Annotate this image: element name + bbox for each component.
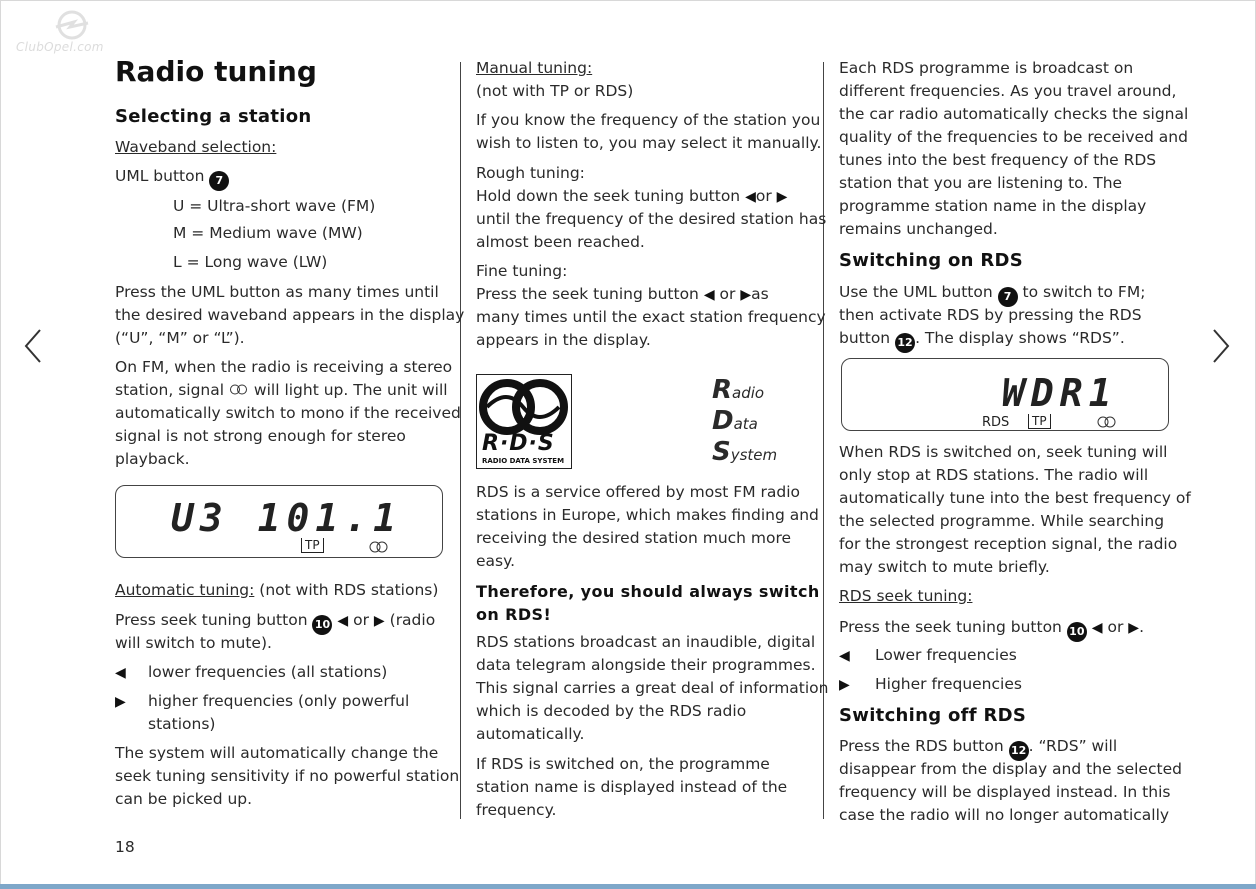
text-line: case the radio will no longer automatically [839,806,1170,824]
text-line: station that you are listening to. The [839,174,1123,192]
text-line: If RDS is switched on, the programme [476,755,770,773]
page-title: Radio tuning [115,55,317,88]
text-line: quality of the frequencies to be received and [839,128,1188,146]
previous-page-button[interactable] [18,326,48,366]
text-line: RDS stations broadcast an inaudible, digital [476,633,816,651]
display-station-name: WDR1 [1002,371,1118,415]
text-fragment: or [1107,618,1124,636]
text-fragment: or [353,611,369,629]
text-line: The system will automatically change the [115,744,439,762]
list-item-text: Lower frequencies [875,646,1017,664]
stereo-icon [229,384,249,395]
rds-logo-graphic-icon [477,377,570,437]
word-rest: adio [732,384,765,402]
text-line: then activate RDS by pressing the RDS [839,306,1142,324]
text-fragment: or [755,187,772,205]
rds-word-system [712,438,777,469]
text-line: automatically. [476,725,585,743]
rough-tuning-heading: Rough tuning: [476,164,585,182]
bottom-accent-bar [0,884,1256,889]
list-item-text: higher frequencies (only powerful [148,692,410,710]
rds-word-radio [712,376,777,407]
text-line: remains unchanged. [839,220,998,238]
text-fragment: Hold down the seek tuning button [476,187,741,205]
wave-l: L = Long wave (LW) [173,253,328,271]
text-line: can be picked up. [115,790,253,808]
display-tp-indicator: TP [301,538,324,553]
list-item-text: Higher frequencies [875,675,1022,693]
emphasis-line: Therefore, you should always switch [476,582,820,601]
text-line: almost been reached. [476,233,645,251]
text-line: appears in the display. [476,331,651,349]
wave-m: M = Medium wave (MW) [173,224,363,242]
list-item-text: lower frequencies (all stations) [148,663,388,681]
text-fragment: Use the UML button [839,283,993,301]
list-item [115,690,126,714]
emphasis-line: on RDS! [476,605,552,624]
right-arrow-icon: ▶ [1128,620,1140,636]
text-line: may switch to mute briefly. [839,558,1050,576]
text-line: the desired waveband appears in the display [115,306,465,324]
text-fragment: as [751,285,769,303]
text-line [115,379,448,402]
left-arrow-icon: ◀ [745,189,756,205]
text-line: the car radio automatically checks the signal [839,105,1189,123]
rds-seek-heading: RDS seek tuning: [839,587,973,605]
page-number: 18 [115,838,135,856]
button-number-badge: 7 [998,287,1018,307]
text-fragment: Press the seek tuning button [476,285,699,303]
right-arrow-icon: ▶ [839,677,850,693]
text-fragment: station, signal [115,381,225,399]
uml-label: UML button [115,167,205,185]
text-line: different frequencies. As you travel around, [839,82,1177,100]
section-heading-switching-on: Switching on RDS [839,250,1023,271]
radio-display-fm [115,485,443,558]
text-line: only stop at RDS stations. The radio will [839,466,1149,484]
list-item [839,673,850,697]
text-line: (“U”, “M” or “L”). [115,329,245,347]
right-arrow-icon: ▶ [740,287,752,303]
text-line [476,185,787,209]
opel-logo-icon [52,10,92,40]
section-heading-selecting: Selecting a station [115,106,312,127]
chevron-right-icon [1206,326,1236,366]
word-rest: ata [733,415,758,433]
left-arrow-icon: ◀ [1091,620,1103,636]
list-item [115,661,126,685]
left-arrow-icon: ◀ [115,665,126,681]
text-line: wish to listen to, you may select it manually. [476,134,822,152]
text-line: the selected programme. While searching [839,512,1165,530]
initial-letter: R [712,375,733,405]
text-line: frequency will be displayed instead. In this [839,783,1171,801]
stereo-indicator-icon [368,541,390,553]
uml-button-line [115,165,229,191]
text-line: seek tuning sensitivity if no powerful station [115,767,460,785]
watermark-logo [14,10,119,54]
text-fragment: Press the RDS button [839,737,1004,755]
text-fragment: Press seek tuning button [115,611,308,629]
text-line: will switch to mute). [115,634,272,652]
rds-logo-text: R·D·S [482,431,555,456]
auto-tuning-line [115,579,438,602]
text-line: Press the seek tuning button 10 ◀ or ▶. [839,616,1144,642]
wave-u: U = Ultra-short wave (FM) [173,197,376,215]
text-fragment: or [719,285,736,303]
text-line: automatically switch to mono if the received [115,404,461,422]
auto-tuning-heading: Automatic tuning: [115,581,255,599]
text-line: data telegram alongside their programmes. [476,656,816,674]
text-line: This signal carries a great deal of information [476,679,829,697]
text-line: many times until the exact station frequency [476,308,826,326]
text-fragment: Press the seek tuning button [839,618,1062,636]
word-rest: ystem [730,446,778,464]
right-arrow-icon: ▶ [373,613,385,629]
text-fragment: . The display shows “RDS”. [915,329,1125,347]
text-line: disappear from the display and the selected [839,760,1182,778]
initial-letter: D [712,406,734,436]
text-line: station name is displayed instead of the [476,778,788,796]
text-line: playback. [115,450,190,468]
text-line: stations in Europe, which makes finding and [476,506,819,524]
text-line: for the strongest reception signal, the radio [839,535,1178,553]
section-heading-switching-off: Switching off RDS [839,705,1027,726]
fine-tuning-heading: Fine tuning: [476,262,568,280]
next-page-button[interactable] [1206,326,1236,366]
rds-word-data [712,407,777,438]
right-arrow-icon: ▶ [776,189,788,205]
button-number-badge: 10 [312,615,332,635]
text-line: which is decoded by the RDS radio [476,702,747,720]
display-rds-indicator: RDS [982,415,1010,430]
text-fragment: . “RDS” will [1028,737,1118,755]
stereo-indicator-icon [1096,416,1118,428]
text-line: until the frequency of the desired station has [476,210,827,228]
manual-tuning-heading: Manual tuning: [476,59,593,77]
button-number-badge: 12 [1009,741,1029,761]
display-frequency: U3 101.1 [171,496,403,540]
button-number-badge: 7 [209,171,229,191]
text-line: receiving the desired station much more [476,529,792,547]
rds-logo [476,374,572,469]
text-line: easy. [476,552,515,570]
text-line: Each RDS programme is broadcast on [839,59,1134,77]
left-arrow-icon: ◀ [839,648,850,664]
text-line: When RDS is switched on, seek tuning will [839,443,1168,461]
text-line: frequency. [476,801,557,819]
text-fragment: to switch to FM; [1022,283,1146,301]
text-fragment: (not with RDS stations) [259,581,439,599]
left-arrow-icon: ◀ [703,287,715,303]
text-fragment: (radio [389,611,436,629]
radio-display-rds [841,358,1169,431]
list-item-text: stations) [148,715,216,733]
button-number-badge: 10 [1067,622,1087,642]
text-line: RDS is a service offered by most FM radio [476,483,801,501]
text-line: Press the UML button as many times until [115,283,439,301]
waveband-heading: Waveband selection: [115,138,277,156]
text-fragment: will light up. The unit will [253,381,448,399]
text-line: automatically tune into the best frequency of [839,489,1191,507]
left-arrow-icon: ◀ [337,613,349,629]
text-line: (not with TP or RDS) [476,82,634,100]
text-fragment: button [839,329,891,347]
text-line: tunes into the best frequency of the RDS [839,151,1157,169]
right-arrow-icon: ▶ [115,694,126,710]
button-number-badge: 12 [895,333,915,353]
initial-letter: S [712,437,731,467]
text-line [839,327,1125,353]
text-line: signal is not strong enough for stereo [115,427,406,445]
text-line: On FM, when the radio is receiving a stereo [115,358,453,376]
column-divider [460,62,461,819]
list-item [839,644,850,668]
text-line: If you know the frequency of the station you [476,111,821,129]
text-line [476,283,769,307]
column-divider [823,62,824,819]
watermark-text: ClubOpel.com [16,40,104,54]
rds-acronym [712,376,777,469]
rds-logo-subtext: RADIO DATA SYSTEM [482,457,565,465]
chevron-left-icon [18,326,48,366]
text-line: programme station name in the display [839,197,1147,215]
display-tp-indicator: TP [1028,414,1051,429]
